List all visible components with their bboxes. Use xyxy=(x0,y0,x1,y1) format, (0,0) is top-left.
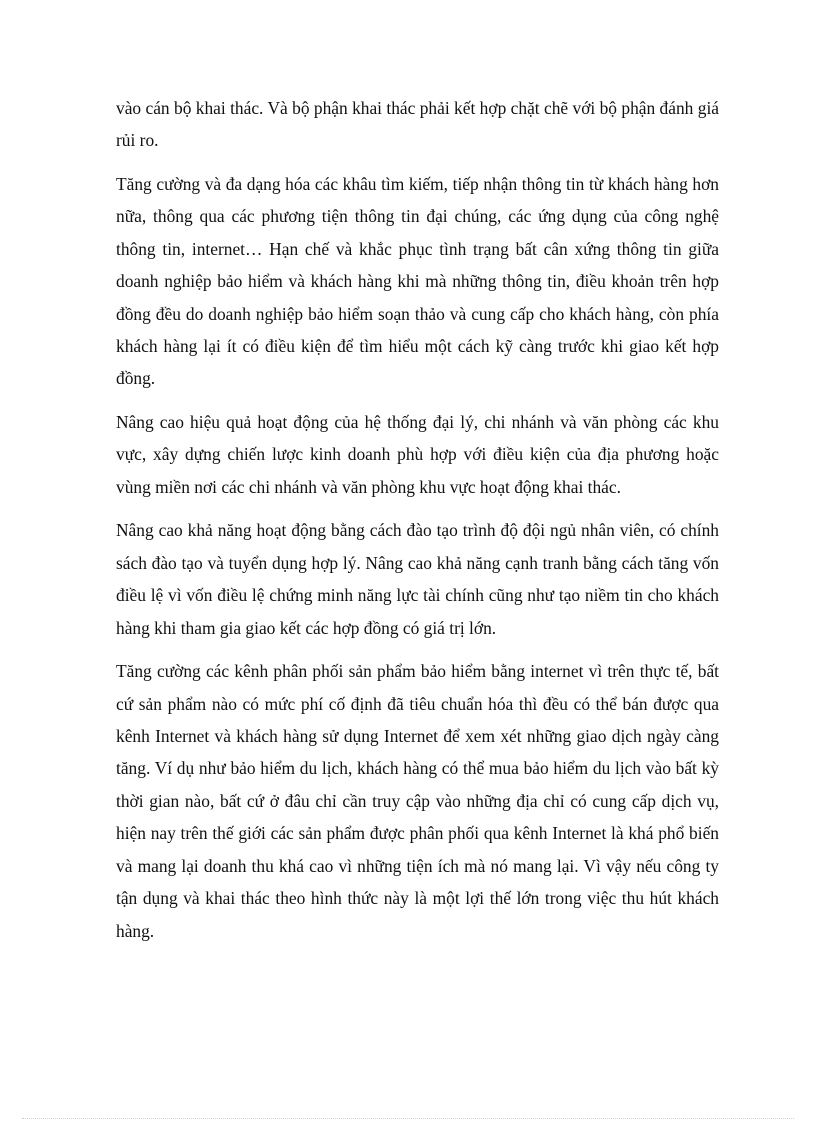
paragraph-4: Nâng cao khả năng hoạt động bằng cách đào tạo trình độ đội ngủ nhân viên, có chính sách đào tạo và tuyển dụng hợp lý. Nâng cao khả năng cạnh tranh bằng cách tăng vốn điều lệ vì vốn điều lệ chứng minh năng lực tài chính cũng như tạo niềm tin cho khách hàng khi tham gia giao kết các hợp đồng có giá trị lớn. xyxy=(116,520,719,638)
document-body xyxy=(116,92,719,958)
paragraph-2: Tăng cường và đa dạng hóa các khâu tìm kiếm, tiếp nhận thông tin từ khách hàng hơn nữa, thông qua các phương tiện thông tin đại chúng, các ứng dụng của công nghệ thông tin, internet… Hạn chế và khắc phục tình trạng bất cân xứng thông tin giữa doanh nghiệp bảo hiểm và khách hàng khi mà những thông tin, điều khoản trên hợp đồng đều do doanh nghiệp bảo hiểm soạn thảo và cung cấp cho khách hàng, còn phía khách hàng lại ít có điều kiện để tìm hiểu một cách kỹ càng trước khi giao kết hợp đồng. xyxy=(116,174,719,389)
paragraph-1: vào cán bộ khai thác. Và bộ phận khai thác phải kết hợp chặt chẽ với bộ phận đánh giá rủi ro. xyxy=(116,98,719,151)
paragraph-3: Nâng cao hiệu quả hoạt động của hệ thống đại lý, chi nhánh và văn phòng các khu vực, xây dựng chiến lược kinh doanh phù hợp với điều kiện của địa phương hoặc vùng miền nơi các chi nhánh và văn phòng khu vực hoạt động khai thác. xyxy=(116,412,719,497)
page-bottom-divider xyxy=(22,1118,794,1119)
paragraph-5: Tăng cường các kênh phân phối sản phẩm bảo hiểm bằng internet vì trên thực tế, bất cứ sản phẩm nào có mức phí cố định đã tiêu chuẩn hóa thì đều có thể bán được qua kênh Internet và khách hàng sử dụng Internet để xem xét những giao dịch ngày càng tăng. Ví dụ như bảo hiểm du lịch, khách hàng có thể mua bảo hiểm du lịch vào bất kỳ thời gian nào, bất cứ ở đâu chỉ cần truy cập vào những địa chỉ có cung cấp dịch vụ, hiện nay trên thế giới các sản phẩm được phân phối qua kênh Internet là khá phổ biến và mang lại doanh thu khá cao vì những tiện ích mà nó mang lại. Vì vậy nếu công ty tận dụng và khai thác theo hình thức này là một lợi thế lớn trong việc thu hút khách hàng. xyxy=(116,661,719,941)
